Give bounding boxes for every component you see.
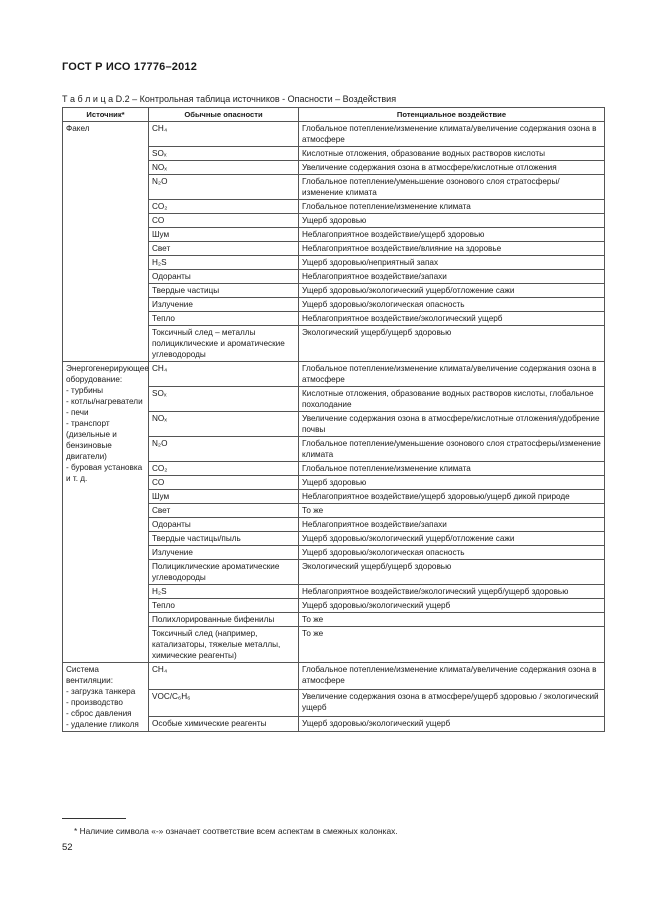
hazard-cell: N₂O	[149, 437, 299, 462]
effect-cell: Глобальное потепление/изменение климата	[299, 200, 605, 214]
effect-cell: То же	[299, 613, 605, 627]
effect-cell: Увеличение содержания озона в атмосфере/кислотные отложения	[299, 161, 605, 175]
effect-cell: Ущерб здоровью/неприятный запах	[299, 256, 605, 270]
hazards-table	[62, 107, 605, 732]
hazard-cell: CO	[149, 214, 299, 228]
hazard-cell: CH₄	[149, 122, 299, 147]
hazard-cell: CH₄	[149, 362, 299, 387]
column-header-effect: Потенциальное воздействие	[299, 108, 605, 122]
effect-cell: Неблагоприятное воздействие/запахи	[299, 518, 605, 532]
hazard-cell: Одоранты	[149, 270, 299, 284]
effect-cell: Неблагоприятное воздействие/ущерб здоровью	[299, 228, 605, 242]
table-body	[63, 122, 605, 732]
effect-cell: Экологический ущерб/ущерб здоровью	[299, 326, 605, 362]
hazard-cell: Тепло	[149, 599, 299, 613]
effect-cell: Глобальное потепление/изменение климата/увеличение содержания озона в атмосфере	[299, 663, 605, 690]
hazard-cell: NOₓ	[149, 161, 299, 175]
hazard-cell: Излучение	[149, 546, 299, 560]
hazard-cell: H₂S	[149, 585, 299, 599]
footnote-divider	[62, 818, 126, 819]
hazard-cell: Особые химические реагенты	[149, 716, 299, 731]
hazard-cell: H₂S	[149, 256, 299, 270]
effect-cell: Ущерб здоровью	[299, 476, 605, 490]
hazard-cell: Свет	[149, 242, 299, 256]
source-cell: Система вентиляции: - загрузка танкера - производство - сброс давления - удаление гликоля	[63, 663, 149, 732]
hazard-cell: Шум	[149, 228, 299, 242]
effect-cell: Неблагоприятное воздействие/ущерб здоровью/ущерб дикой природе	[299, 490, 605, 504]
effect-cell: Глобальное потепление/уменьшение озонового слоя стратосферы/ изменение климата	[299, 175, 605, 200]
hazard-cell: Шум	[149, 490, 299, 504]
effect-cell: Увеличение содержания озона в атмосфере/кислотные отложения/удобрение почвы	[299, 412, 605, 437]
hazard-cell: Одоранты	[149, 518, 299, 532]
document-header: ГОСТ Р ИСО 17776–2012	[62, 61, 198, 73]
source-cell: Энергогенерирующее оборудование: - турбины - котлы/нагреватели - печи - транспорт (дизельные и бензиновые двигатели) - буровая установка и т. д.	[63, 362, 149, 663]
hazard-cell: Полициклические ароматические углеводороды	[149, 560, 299, 585]
table-row	[63, 362, 605, 387]
effect-cell: Неблагоприятное воздействие/запахи	[299, 270, 605, 284]
effect-cell: Увеличение содержания озона в атмосфере/ущерб здоровью / экологический ущерб	[299, 689, 605, 716]
effect-cell: Неблагоприятное воздействие/влияние на здоровье	[299, 242, 605, 256]
table-row	[63, 663, 605, 690]
hazard-cell: Токсичный след (например, катализаторы, тяжелые металлы, химические реагенты)	[149, 627, 299, 663]
effect-cell: Ущерб здоровью	[299, 214, 605, 228]
effect-cell: Ущерб здоровью/экологический ущерб	[299, 599, 605, 613]
footnote: * Наличие символа «-» означает соответствие всем аспектам в смежных колонках.	[74, 826, 398, 836]
table-row	[63, 122, 605, 147]
effect-cell: Неблагоприятное воздействие/экологический ущерб/ущерб здоровью	[299, 585, 605, 599]
hazard-cell: Полихлорированные бифенилы	[149, 613, 299, 627]
effect-cell: Ущерб здоровью/экологическая опасность	[299, 546, 605, 560]
effect-cell: Глобальное потепление/изменение климата	[299, 462, 605, 476]
page-number: 52	[62, 842, 73, 853]
column-header-hazard: Обычные опасности	[149, 108, 299, 122]
hazard-cell: Токсичный след – металлы полициклические и ароматические углеводороды	[149, 326, 299, 362]
effect-cell: Экологический ущерб/ущерб здоровью	[299, 560, 605, 585]
table-caption: Т а б л и ц а D.2 – Контрольная таблица источников - Опасности – Воздействия	[62, 94, 397, 104]
effect-cell: Ущерб здоровью/экологический ущерб	[299, 716, 605, 731]
table-header-row	[63, 108, 605, 122]
effect-cell: То же	[299, 627, 605, 663]
column-header-source: Источник*	[63, 108, 149, 122]
hazard-cell: CO₂	[149, 462, 299, 476]
effect-cell: Глобальное потепление/изменение климата/увеличение содержания озона в атмосфере	[299, 122, 605, 147]
hazard-cell: N₂O	[149, 175, 299, 200]
hazard-cell: Твердые частицы/пыль	[149, 532, 299, 546]
hazard-cell: VOC/C₆H₆	[149, 689, 299, 716]
hazard-cell: Свет	[149, 504, 299, 518]
hazard-cell: Твердые частицы	[149, 284, 299, 298]
hazard-cell: CH₄	[149, 663, 299, 690]
effect-cell: Глобальное потепление/изменение климата/увеличение содержания озона в атмосфере	[299, 362, 605, 387]
hazard-cell: NOₓ	[149, 412, 299, 437]
effect-cell: Неблагоприятное воздействие/экологический ущерб	[299, 312, 605, 326]
hazard-cell: Тепло	[149, 312, 299, 326]
hazard-cell: SOₓ	[149, 147, 299, 161]
effect-cell: Кислотные отложения, образование водных растворов кислоты	[299, 147, 605, 161]
effect-cell: Ущерб здоровью/экологический ущерб/отложение сажи	[299, 284, 605, 298]
effect-cell: Ущерб здоровью/экологическая опасность	[299, 298, 605, 312]
hazard-cell: CO	[149, 476, 299, 490]
hazard-cell: Излучение	[149, 298, 299, 312]
effect-cell: Кислотные отложения, образование водных растворов кислоты, глобальное похолодание	[299, 387, 605, 412]
hazard-cell: CO₂	[149, 200, 299, 214]
hazard-cell: SOₓ	[149, 387, 299, 412]
source-cell: Факел	[63, 122, 149, 362]
effect-cell: Глобальное потепление/уменьшение озонового слоя стратосферы/изменение климата	[299, 437, 605, 462]
effect-cell: То же	[299, 504, 605, 518]
effect-cell: Ущерб здоровью/экологический ущерб/отложение сажи	[299, 532, 605, 546]
